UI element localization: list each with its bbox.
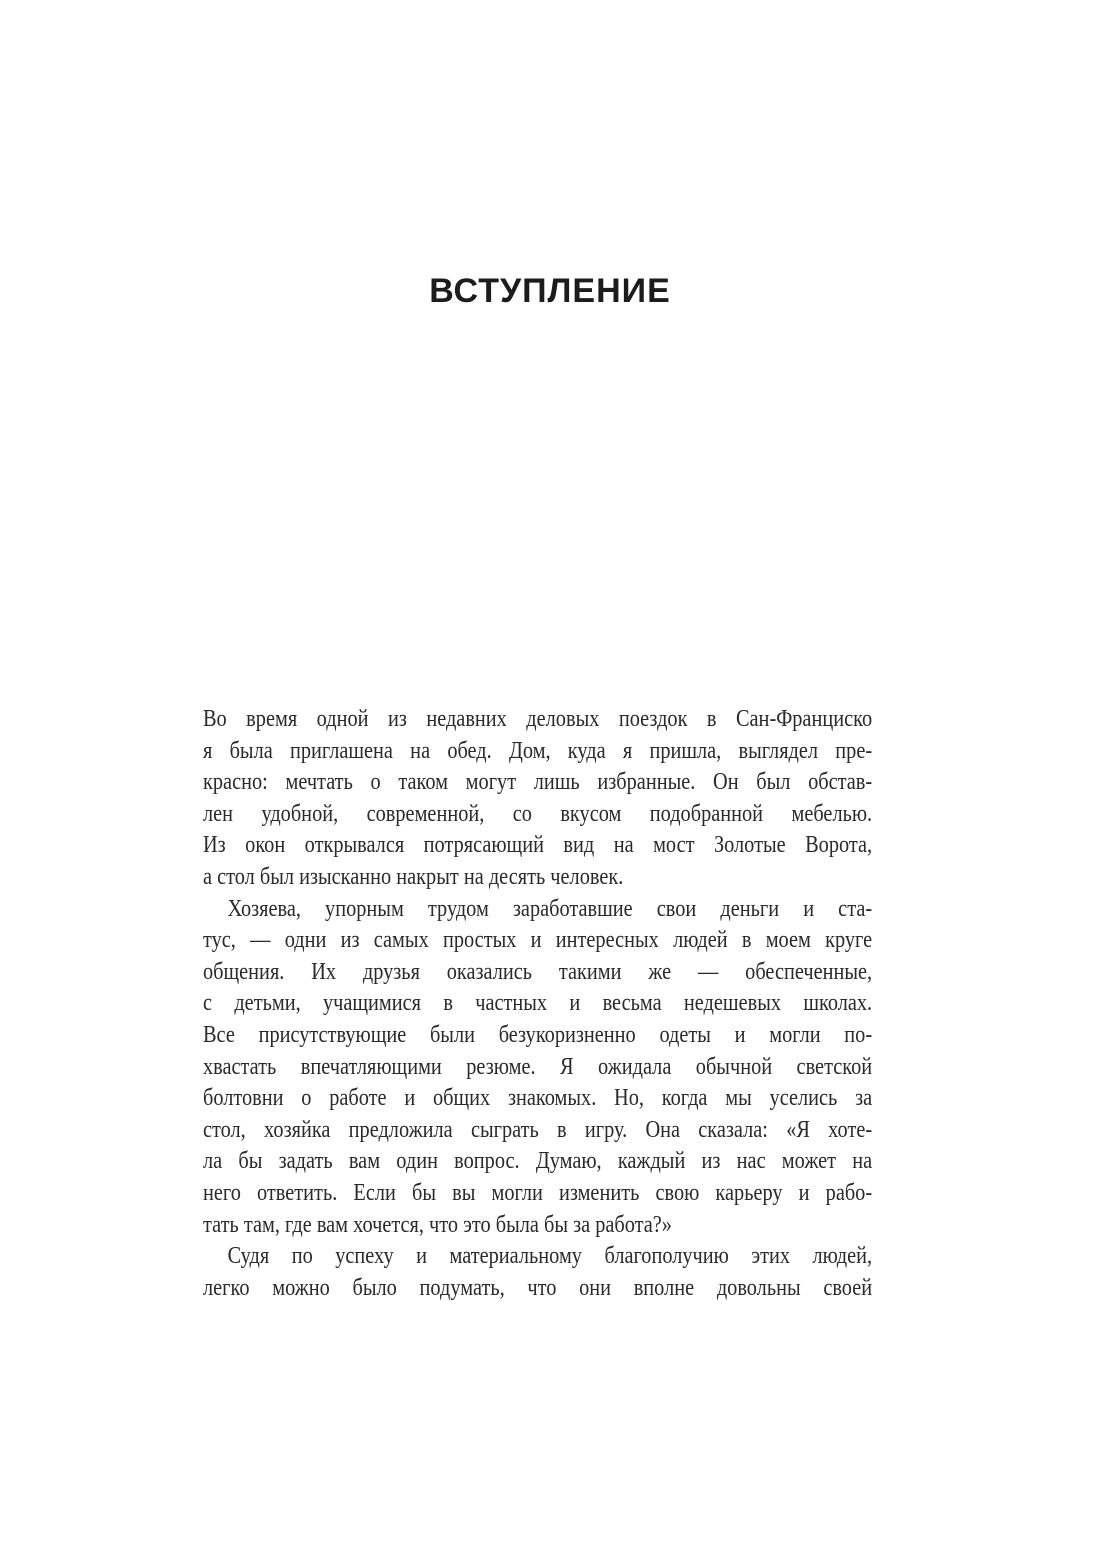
text-line-content: Хозяева, упорным трудом заработавшие свои деньги и ста- (227, 895, 873, 922)
text-line (203, 925, 872, 957)
text-line-content: болтовни о работе и общих знакомых. Но, когда мы уселись за (203, 1085, 873, 1112)
text-line (203, 1020, 872, 1052)
text-line (203, 1115, 872, 1147)
text-line-content: Из окон открывался потрясающий вид на мост Золотые Ворота, (203, 832, 873, 859)
text-line (203, 1273, 872, 1305)
text-line-content: лен удобной, современной, со вкусом подобранной мебелью. (203, 800, 873, 827)
body-text (203, 704, 872, 1304)
text-line (203, 1083, 872, 1115)
text-line (203, 894, 872, 926)
text-line-content: стол, хозяйка предложила сыграть в игру. Она сказала: «Я хоте- (203, 1116, 873, 1143)
text-line-content: Судя по успеху и материальному благополучию этих людей, (227, 1243, 873, 1270)
text-line (203, 957, 872, 989)
text-line-content: с детьми, учащимися в частных и весьма недешевых школах. (203, 990, 873, 1017)
text-line (203, 1210, 872, 1242)
text-line-content: красно: мечтать о таком могут лишь избранные. Он был обстав- (203, 769, 873, 796)
paragraph (203, 704, 872, 894)
text-line (203, 767, 872, 799)
text-line (203, 988, 872, 1020)
text-line-content: тус, — одни из самых простых и интересных людей в моем круге (203, 927, 873, 954)
text-line (203, 862, 872, 894)
paragraph (203, 1241, 872, 1304)
text-line (203, 736, 872, 768)
text-line-content: ла бы задать вам один вопрос. Думаю, каждый из нас может на (203, 1148, 873, 1175)
text-line-content: тать там, где вам хочется, что это была бы за работа?» (203, 1211, 672, 1238)
text-line-content: Все присутствующие были безукоризненно одеты и могли по- (203, 1021, 873, 1048)
text-line-content: общения. Их друзья оказались такими же — обеспеченные, (203, 958, 873, 985)
text-line (203, 1052, 872, 1084)
text-line (203, 799, 872, 831)
text-line (203, 704, 872, 736)
text-line (203, 1146, 872, 1178)
paragraph (203, 894, 872, 1242)
text-line (203, 830, 872, 862)
text-line-content: я была приглашена на обед. Дом, куда я пришла, выглядел пре- (203, 737, 873, 764)
chapter-heading: ВСТУПЛЕНИЕ (429, 272, 671, 310)
text-line (203, 1178, 872, 1210)
text-line (203, 1241, 872, 1273)
text-line-content: него ответить. Если бы вы могли изменить свою карьеру и рабо- (203, 1179, 873, 1206)
text-line-content: легко можно было подумать, что они вполне довольны своей (203, 1274, 873, 1301)
text-line-content: Во время одной из недавних деловых поездок в Сан-Франциско (203, 706, 873, 732)
text-line-content: а стол был изысканно накрыт на десять человек. (203, 863, 624, 890)
text-line-content: хвастать впечатляющими резюме. Я ожидала обычной светской (203, 1053, 873, 1080)
